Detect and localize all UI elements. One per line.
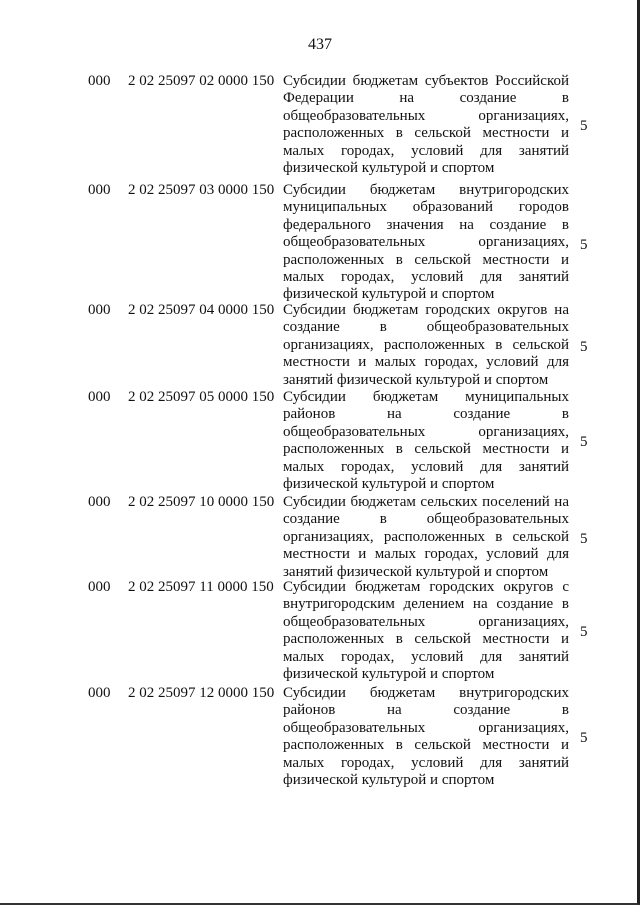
- amount-value: 5: [580, 624, 588, 640]
- description-line: малых городах, условий для занятий: [283, 142, 569, 159]
- table-row: [0, 389, 640, 493]
- description-line: общеобразовательных организациях,: [283, 613, 569, 630]
- description-line: занятий физической культурой и спортом: [283, 371, 549, 388]
- revenue-description: [283, 685, 569, 789]
- description-line: создание в общеобразовательных: [283, 511, 569, 528]
- amount-value: 5: [580, 730, 588, 746]
- description-line: создание в общеобразовательных: [283, 319, 569, 336]
- table-row: [0, 73, 640, 177]
- revenue-description: [283, 73, 569, 177]
- description-line: внутригородским делением на создание в: [283, 596, 569, 613]
- description-line: малых городах, условий для занятий: [283, 269, 569, 286]
- description-line: малых городах, условий для занятий: [283, 648, 569, 665]
- description-line: физической культурой и спортом: [283, 286, 495, 303]
- budget-classification-code: 2 02 25097 11 0000 150: [128, 579, 274, 595]
- description-line: расположенных в сельской местности и: [283, 441, 569, 458]
- description-line: общеобразовательных организациях,: [283, 234, 569, 251]
- budget-classification-code: 2 02 25097 12 0000 150: [128, 685, 275, 701]
- page-number: 437: [308, 36, 332, 53]
- description-line: Субсидии бюджетам городских округов с: [283, 579, 569, 595]
- description-line: районов на создание в: [283, 406, 569, 423]
- description-line: физической культурой и спортом: [283, 160, 495, 177]
- budget-classification-code: 2 02 25097 10 0000 150: [128, 494, 275, 510]
- description-line: федерального значения на создание в: [283, 216, 569, 233]
- admin-code: 000: [88, 73, 111, 89]
- description-line: Субсидии бюджетам внутригородских: [283, 685, 569, 701]
- amount-value: 5: [580, 118, 588, 134]
- admin-code: 000: [88, 182, 111, 198]
- description-line: физической культурой и спортом: [283, 772, 495, 789]
- amount-value: 5: [580, 434, 588, 450]
- description-line: занятий физической культурой и спортом: [283, 563, 549, 580]
- budget-classification-code: 2 02 25097 04 0000 150: [128, 302, 275, 318]
- revenue-description: [283, 182, 569, 304]
- admin-code: 000: [88, 494, 111, 510]
- revenue-description: [283, 302, 569, 389]
- description-line: муниципальных образований городов: [283, 199, 569, 216]
- description-line: Субсидии бюджетам муниципальных: [283, 389, 569, 405]
- description-line: расположенных в сельской местности и: [283, 125, 569, 142]
- description-line: районов на создание в: [283, 702, 569, 719]
- table-row: [0, 494, 640, 581]
- amount-value: 5: [580, 531, 588, 547]
- description-line: общеобразовательных организациях,: [283, 107, 569, 124]
- amount-value: 5: [580, 339, 588, 355]
- table-row: [0, 302, 640, 389]
- admin-code: 000: [88, 302, 111, 318]
- table-row: [0, 182, 640, 304]
- description-line: организациях, расположенных в сельской: [283, 336, 569, 353]
- description-line: малых городах, условий для занятий: [283, 754, 569, 771]
- description-line: Федерации на создание в: [283, 90, 569, 107]
- description-line: Субсидии бюджетам городских округов на: [283, 302, 569, 318]
- description-line: местности и малых городах, условий для: [283, 354, 569, 371]
- description-line: расположенных в сельской местности и: [283, 631, 569, 648]
- table-row: [0, 685, 640, 789]
- description-line: Субсидии бюджетам сельских поселений на: [283, 494, 569, 510]
- revenue-description: [283, 494, 569, 581]
- description-line: расположенных в сельской местности и: [283, 251, 569, 268]
- description-line: физической культурой и спортом: [283, 666, 495, 683]
- description-line: малых городах, условий для занятий: [283, 458, 569, 475]
- revenue-description: [283, 389, 569, 493]
- budget-classification-code: 2 02 25097 03 0000 150: [128, 182, 275, 198]
- description-line: общеобразовательных организациях,: [283, 719, 569, 736]
- budget-classification-code: 2 02 25097 02 0000 150: [128, 73, 275, 89]
- admin-code: 000: [88, 389, 111, 405]
- description-line: организациях, расположенных в сельской: [283, 528, 569, 545]
- description-line: Субсидии бюджетам внутригородских: [283, 182, 569, 198]
- table-row: [0, 579, 640, 683]
- description-line: физической культурой и спортом: [283, 476, 495, 493]
- admin-code: 000: [88, 685, 111, 701]
- admin-code: 000: [88, 579, 111, 595]
- description-line: местности и малых городах, условий для: [283, 546, 569, 563]
- description-line: расположенных в сельской местности и: [283, 737, 569, 754]
- amount-value: 5: [580, 237, 588, 253]
- description-line: Субсидии бюджетам субъектов Российской: [283, 73, 569, 89]
- description-line: общеобразовательных организациях,: [283, 423, 569, 440]
- revenue-description: [283, 579, 569, 683]
- budget-classification-code: 2 02 25097 05 0000 150: [128, 389, 275, 405]
